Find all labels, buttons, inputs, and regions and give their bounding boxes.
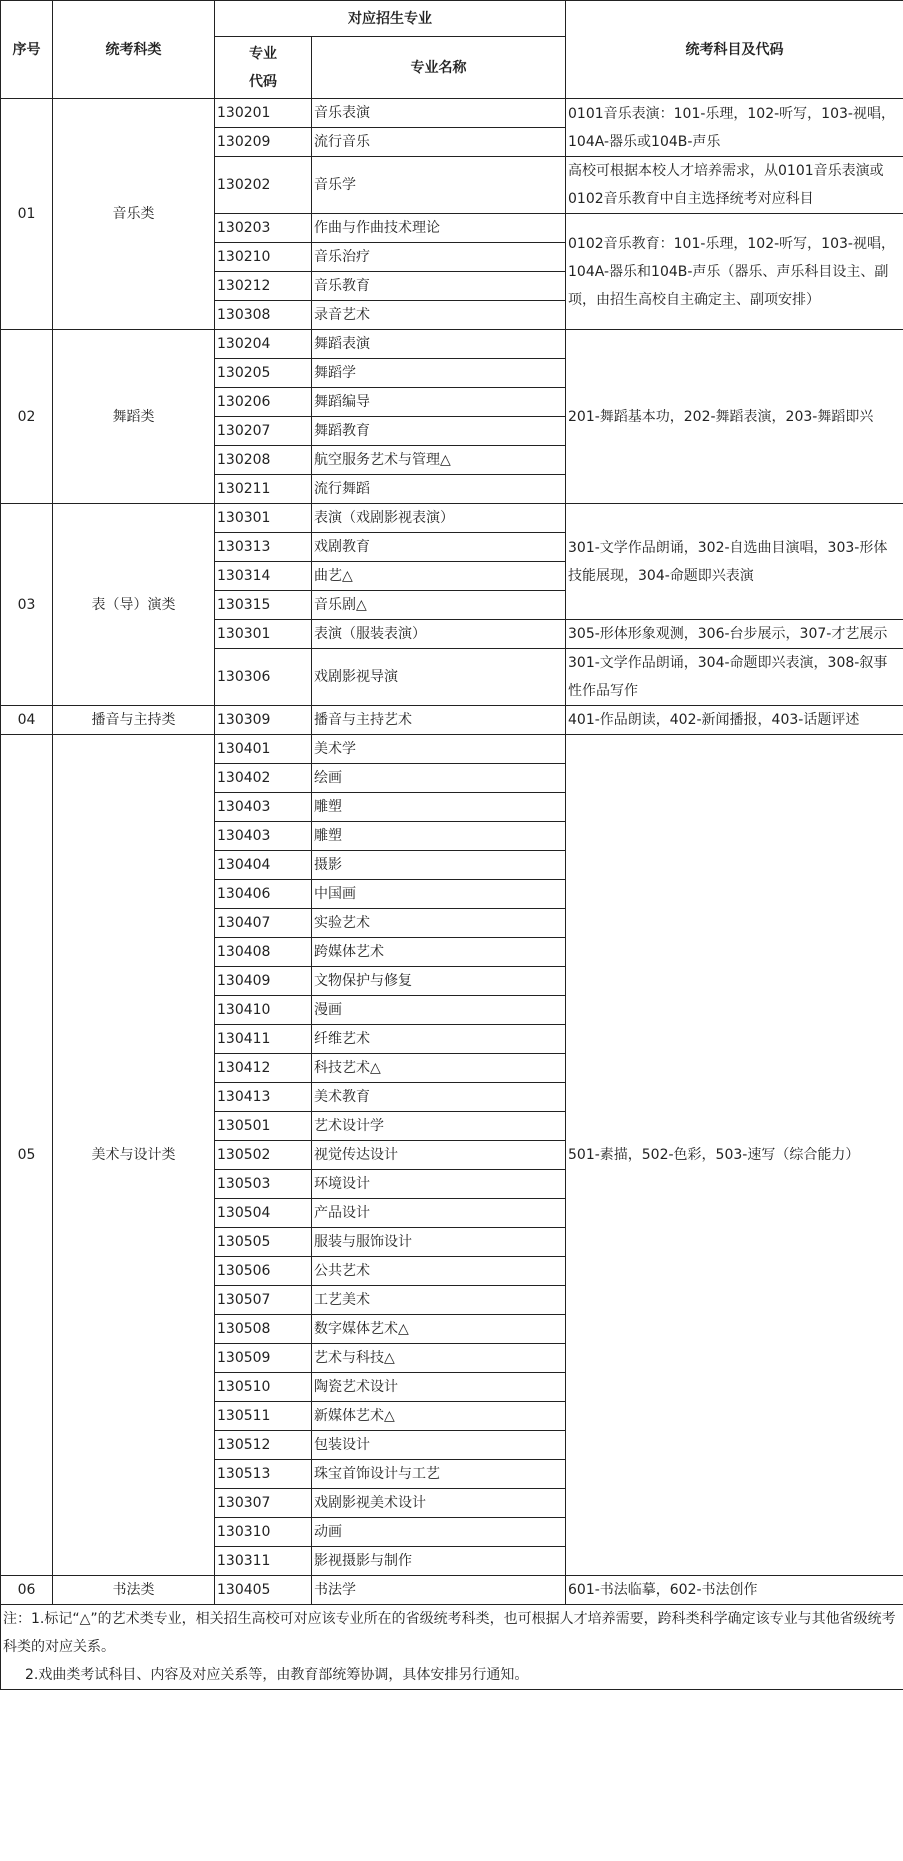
major-name-cell: 音乐教育 bbox=[312, 272, 566, 301]
major-code-cell: 130503 bbox=[215, 1170, 312, 1199]
major-code-cell: 130309 bbox=[215, 706, 312, 735]
major-code-cell: 130308 bbox=[215, 301, 312, 330]
major-name-cell: 摄影 bbox=[312, 851, 566, 880]
major-code-cell: 130315 bbox=[215, 591, 312, 620]
major-code-cell: 130411 bbox=[215, 1025, 312, 1054]
header-seq: 序号 bbox=[1, 1, 53, 99]
major-name-cell: 舞蹈表演 bbox=[312, 330, 566, 359]
header-major-group: 对应招生专业 bbox=[215, 1, 566, 37]
major-code-cell: 130509 bbox=[215, 1344, 312, 1373]
major-code-cell: 130301 bbox=[215, 620, 312, 649]
category-cell: 书法类 bbox=[53, 1576, 215, 1605]
seq-cell: 05 bbox=[1, 735, 53, 1576]
major-name-cell: 科技艺术△ bbox=[312, 1054, 566, 1083]
major-name-cell: 雕塑 bbox=[312, 822, 566, 851]
subjects-cell: 305-形体形象观测，306-台步展示，307-才艺展示 bbox=[566, 620, 903, 649]
major-code-cell: 130204 bbox=[215, 330, 312, 359]
major-name-cell: 跨媒体艺术 bbox=[312, 938, 566, 967]
major-name-cell: 动画 bbox=[312, 1518, 566, 1547]
major-code-cell: 130506 bbox=[215, 1257, 312, 1286]
major-code-cell: 130203 bbox=[215, 214, 312, 243]
major-name-cell: 曲艺△ bbox=[312, 562, 566, 591]
major-code-cell: 130413 bbox=[215, 1083, 312, 1112]
header-subjects: 统考科目及代码 bbox=[566, 1, 903, 99]
table-row bbox=[1, 1576, 903, 1605]
seq-cell: 03 bbox=[1, 504, 53, 706]
major-code-cell: 130301 bbox=[215, 504, 312, 533]
major-name-cell: 艺术设计学 bbox=[312, 1112, 566, 1141]
major-code-cell: 130208 bbox=[215, 446, 312, 475]
major-code-cell: 130512 bbox=[215, 1431, 312, 1460]
major-name-cell: 录音艺术 bbox=[312, 301, 566, 330]
major-code-cell: 130403 bbox=[215, 793, 312, 822]
subjects-cell: 301-文学作品朗诵，302-自选曲目演唱，303-形体技能展现，304-命题即兴表演 bbox=[566, 504, 903, 620]
major-code-cell: 130201 bbox=[215, 99, 312, 128]
note-line-2: 2.戏曲类考试科目、内容及对应关系等，由教育部统筹协调，具体安排另行通知。 bbox=[25, 1667, 529, 1683]
major-code-cell: 130207 bbox=[215, 417, 312, 446]
major-code-cell: 130206 bbox=[215, 388, 312, 417]
major-code-cell: 130502 bbox=[215, 1141, 312, 1170]
major-code-cell: 130412 bbox=[215, 1054, 312, 1083]
major-code-cell: 130314 bbox=[215, 562, 312, 591]
major-code-cell: 130404 bbox=[215, 851, 312, 880]
major-name-cell: 美术学 bbox=[312, 735, 566, 764]
table-row bbox=[1, 99, 903, 128]
major-code-cell: 130402 bbox=[215, 764, 312, 793]
notes-cell bbox=[1, 1605, 903, 1690]
header-category: 统考科类 bbox=[53, 1, 215, 99]
major-name-cell: 绘画 bbox=[312, 764, 566, 793]
seq-cell: 01 bbox=[1, 99, 53, 330]
major-code-cell: 130307 bbox=[215, 1489, 312, 1518]
major-code-cell: 130501 bbox=[215, 1112, 312, 1141]
subjects-cell: 301-文学作品朗诵，304-命题即兴表演，308-叙事性作品写作 bbox=[566, 649, 903, 706]
major-name-cell: 环境设计 bbox=[312, 1170, 566, 1199]
major-code-cell: 130407 bbox=[215, 909, 312, 938]
major-name-cell: 音乐剧△ bbox=[312, 591, 566, 620]
major-name-cell: 音乐表演 bbox=[312, 99, 566, 128]
major-name-cell: 作曲与作曲技术理论 bbox=[312, 214, 566, 243]
major-code-cell: 130405 bbox=[215, 1576, 312, 1605]
major-code-cell: 130409 bbox=[215, 967, 312, 996]
major-code-cell: 130209 bbox=[215, 128, 312, 157]
table-row bbox=[1, 330, 903, 359]
header-major-name: 专业名称 bbox=[312, 37, 566, 99]
category-cell: 舞蹈类 bbox=[53, 330, 215, 504]
major-name-cell: 流行音乐 bbox=[312, 128, 566, 157]
major-name-cell: 文物保护与修复 bbox=[312, 967, 566, 996]
major-code-cell: 130406 bbox=[215, 880, 312, 909]
major-name-cell: 舞蹈教育 bbox=[312, 417, 566, 446]
major-name-cell: 珠宝首饰设计与工艺 bbox=[312, 1460, 566, 1489]
subjects-cell: 0101音乐表演：101-乐理，102-听写，103-视唱，104A-器乐或104B-声乐 bbox=[566, 99, 903, 157]
major-name-cell: 影视摄影与制作 bbox=[312, 1547, 566, 1576]
category-cell: 美术与设计类 bbox=[53, 735, 215, 1576]
major-code-cell: 130504 bbox=[215, 1199, 312, 1228]
subjects-cell: 501-素描，502-色彩，503-速写（综合能力） bbox=[566, 735, 903, 1576]
major-code-cell: 130306 bbox=[215, 649, 312, 706]
major-name-cell: 雕塑 bbox=[312, 793, 566, 822]
major-name-cell: 艺术与科技△ bbox=[312, 1344, 566, 1373]
major-code-cell: 130513 bbox=[215, 1460, 312, 1489]
table-body bbox=[1, 99, 903, 1605]
seq-cell: 04 bbox=[1, 706, 53, 735]
major-code-cell: 130510 bbox=[215, 1373, 312, 1402]
major-name-cell: 纤维艺术 bbox=[312, 1025, 566, 1054]
major-code-cell: 130210 bbox=[215, 243, 312, 272]
major-name-cell: 流行舞蹈 bbox=[312, 475, 566, 504]
major-code-cell: 130410 bbox=[215, 996, 312, 1025]
major-name-cell: 播音与主持艺术 bbox=[312, 706, 566, 735]
major-name-cell: 书法学 bbox=[312, 1576, 566, 1605]
major-name-cell: 戏剧教育 bbox=[312, 533, 566, 562]
major-name-cell: 陶瓷艺术设计 bbox=[312, 1373, 566, 1402]
seq-cell: 02 bbox=[1, 330, 53, 504]
major-name-cell: 航空服务艺术与管理△ bbox=[312, 446, 566, 475]
major-code-cell: 130310 bbox=[215, 1518, 312, 1547]
table-row bbox=[1, 706, 903, 735]
major-name-cell: 表演（戏剧影视表演） bbox=[312, 504, 566, 533]
major-name-cell: 音乐治疗 bbox=[312, 243, 566, 272]
major-name-cell: 数字媒体艺术△ bbox=[312, 1315, 566, 1344]
major-code-cell: 130313 bbox=[215, 533, 312, 562]
major-name-cell: 服装与服饰设计 bbox=[312, 1228, 566, 1257]
major-name-cell: 表演（服装表演） bbox=[312, 620, 566, 649]
major-code-cell: 130212 bbox=[215, 272, 312, 301]
major-code-cell: 130311 bbox=[215, 1547, 312, 1576]
major-code-cell: 130408 bbox=[215, 938, 312, 967]
category-cell: 播音与主持类 bbox=[53, 706, 215, 735]
major-name-cell: 新媒体艺术△ bbox=[312, 1402, 566, 1431]
major-name-cell: 戏剧影视美术设计 bbox=[312, 1489, 566, 1518]
major-name-cell: 实验艺术 bbox=[312, 909, 566, 938]
major-name-cell: 产品设计 bbox=[312, 1199, 566, 1228]
table-row bbox=[1, 504, 903, 533]
subjects-cell: 高校可根据本校人才培养需求，从0101音乐表演或0102音乐教育中自主选择统考对应科目 bbox=[566, 157, 903, 214]
major-name-cell: 舞蹈学 bbox=[312, 359, 566, 388]
major-name-cell: 包装设计 bbox=[312, 1431, 566, 1460]
major-code-cell: 130507 bbox=[215, 1286, 312, 1315]
major-code-cell: 130508 bbox=[215, 1315, 312, 1344]
major-name-cell: 音乐学 bbox=[312, 157, 566, 214]
major-name-cell: 美术教育 bbox=[312, 1083, 566, 1112]
major-code-cell: 130202 bbox=[215, 157, 312, 214]
seq-cell: 06 bbox=[1, 1576, 53, 1605]
category-cell: 音乐类 bbox=[53, 99, 215, 330]
major-name-cell: 中国画 bbox=[312, 880, 566, 909]
header-major-code bbox=[215, 37, 312, 99]
major-name-cell: 公共艺术 bbox=[312, 1257, 566, 1286]
major-code-cell: 130505 bbox=[215, 1228, 312, 1257]
category-cell: 表（导）演类 bbox=[53, 504, 215, 706]
major-name-cell: 视觉传达设计 bbox=[312, 1141, 566, 1170]
note-line-1: 注：1.标记“△”的艺术类专业，相关招生高校可对应该专业所在的省级统考科类，也可根据人才培养需要，跨科类科学确定该专业与其他省级统考科类的对应关系。 bbox=[3, 1611, 896, 1655]
subjects-cell: 601-书法临摹，602-书法创作 bbox=[566, 1576, 903, 1605]
major-name-cell: 漫画 bbox=[312, 996, 566, 1025]
major-code-cell: 130205 bbox=[215, 359, 312, 388]
major-name-cell: 工艺美术 bbox=[312, 1286, 566, 1315]
subjects-cell: 401-作品朗读，402-新闻播报，403-话题评述 bbox=[566, 706, 903, 735]
major-name-cell: 戏剧影视导演 bbox=[312, 649, 566, 706]
major-code-cell: 130211 bbox=[215, 475, 312, 504]
table-row bbox=[1, 735, 903, 764]
subjects-cell: 201-舞蹈基本功，202-舞蹈表演，203-舞蹈即兴 bbox=[566, 330, 903, 504]
header-major-code-line1: 专业 bbox=[249, 45, 277, 62]
major-code-cell: 130511 bbox=[215, 1402, 312, 1431]
major-code-cell: 130403 bbox=[215, 822, 312, 851]
major-code-cell: 130401 bbox=[215, 735, 312, 764]
major-name-cell: 舞蹈编导 bbox=[312, 388, 566, 417]
header-major-code-line2: 代码 bbox=[249, 73, 277, 90]
subjects-cell: 0102音乐教育：101-乐理，102-听写，103-视唱，104A-器乐和104B-声乐（器乐、声乐科目设主、副项，由招生高校自主确定主、副项安排） bbox=[566, 214, 903, 330]
